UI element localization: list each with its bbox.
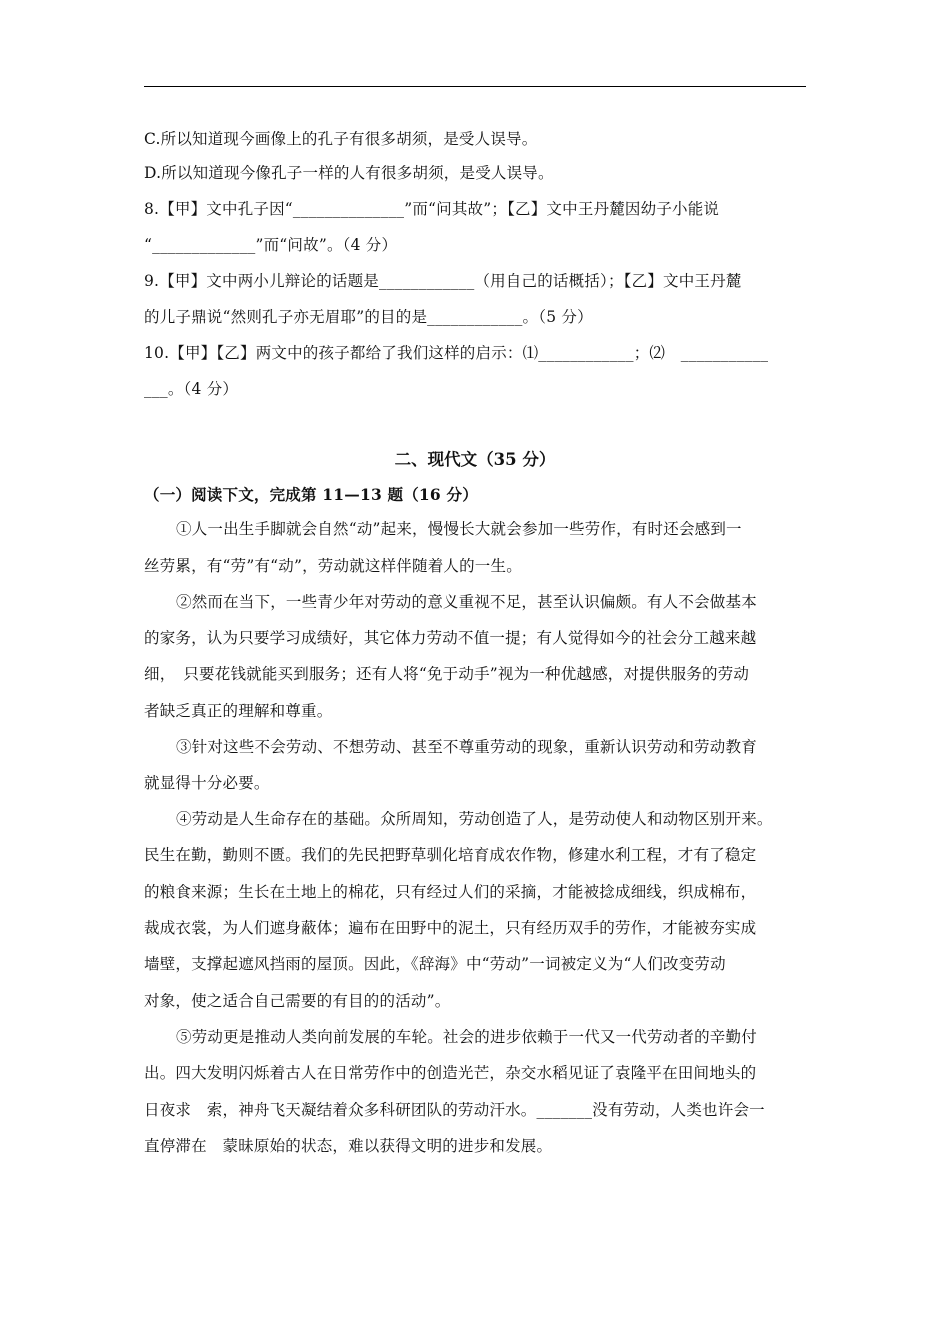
paragraph-4-line-6: 对象，使之适合自己需要的有目的的活动”。 [144, 992, 451, 1010]
paragraph-4-line-3: 的粮食来源；生长在土地上的棉花，只有经过人们的采摘，才能被捻成细线，织成棉布， [144, 883, 757, 901]
paragraph-5-line-3: 日夜求 索，神舟飞天凝结着众多科研团队的劳动汗水。_______没有劳动，人类也许会一 [144, 1101, 765, 1119]
paragraph-4-line-5: 墙壁，支撑起遮风挡雨的屋顶。因此，《辞海》中“劳动”一词被定义为“人们改变劳动 [144, 955, 726, 973]
header-rule [144, 86, 806, 87]
paragraph-5-line-1: ⑤劳动更是推动人类向前发展的车轮。社会的进步依赖于一代又一代劳动者的辛勤付 [176, 1028, 757, 1046]
question-8-line-2: “_____________”而“问故”。（4 分） [144, 236, 398, 254]
paragraph-2-line-3: 细， 只要花钱就能买到服务；还有人将“免于动手”视为一种优越感，对提供服务的劳动 [144, 665, 750, 683]
paragraph-5-line-2: 出。四大发明闪烁着古人在日常劳作中的创造光芒，杂交水稻见证了袁隆平在田间地头的 [144, 1064, 757, 1082]
paragraph-1-line-2: 丝劳累，有“劳”有“动”，劳动就这样伴随着人的一生。 [144, 557, 522, 575]
question-8-line-1: 8.【甲】文中孔子因“______________”而“问其故”；【乙】文中王丹麓因幼子小能说 [144, 200, 720, 218]
paragraph-1-line-1: ①人一出生手脚就会自然“动”起来，慢慢长大就会参加一些劳作，有时还会感到一 [176, 520, 742, 538]
paragraph-2-line-2: 的家务，认为只要学习成绩好，其它体力劳动不值一提；有人觉得如今的社会分工越来越 [144, 629, 757, 647]
paragraph-4-line-1: ④劳动是人生命存在的基础。众所周知，劳动创造了人，是劳动使人和动物区别开来。 [176, 810, 773, 828]
paragraph-5-line-4: 直停滞在 蒙昧原始的状态，难以获得文明的进步和发展。 [144, 1137, 553, 1155]
paragraph-2-line-1: ②然而在当下，一些青少年对劳动的意义重视不足，甚至认识偏颇。有人不会做基本 [176, 593, 757, 611]
option-d: D.所以知道现今像孔子一样的人有很多胡须，是受人误导。 [144, 164, 554, 182]
paragraph-4-line-4: 裁成衣裳，为人们遮身蔽体；遍布在田野中的泥土，只有经历双手的劳作，才能被夯实成 [144, 919, 757, 937]
paragraph-3-line-2: 就显得十分必要。 [144, 774, 270, 792]
question-9-line-1: 9.【甲】文中两小儿辩论的话题是____________（用自己的话概括）；【乙】文中王丹麓 [144, 272, 742, 290]
section-title: 二、现代文（35 分） [394, 450, 556, 469]
question-10-line-2: ___。（4 分） [144, 380, 239, 398]
paragraph-3-line-1: ③针对这些不会劳动、不想劳动、甚至不尊重劳动的现象，重新认识劳动和劳动教育 [176, 738, 757, 756]
paragraph-2-line-4: 者缺乏真正的理解和尊重。 [144, 702, 333, 720]
section-subtitle: （一）阅读下文，完成第 11—13 题（16 分） [144, 485, 478, 504]
paragraph-4-line-2: 民生在勤，勤则不匮。我们的先民把野草驯化培育成农作物，修建水利工程，才有了稳定 [144, 846, 757, 864]
option-c: C.所以知道现今画像上的孔子有很多胡须，是受人误导。 [144, 130, 538, 148]
question-10-line-1: 10.【甲】【乙】两文中的孩子都给了我们这样的启示：⑴____________；⑵ ___________ [144, 344, 769, 362]
question-9-line-2: 的儿子鼎说“然则孔子亦无眉耶”的目的是____________。（5 分） [144, 308, 593, 326]
